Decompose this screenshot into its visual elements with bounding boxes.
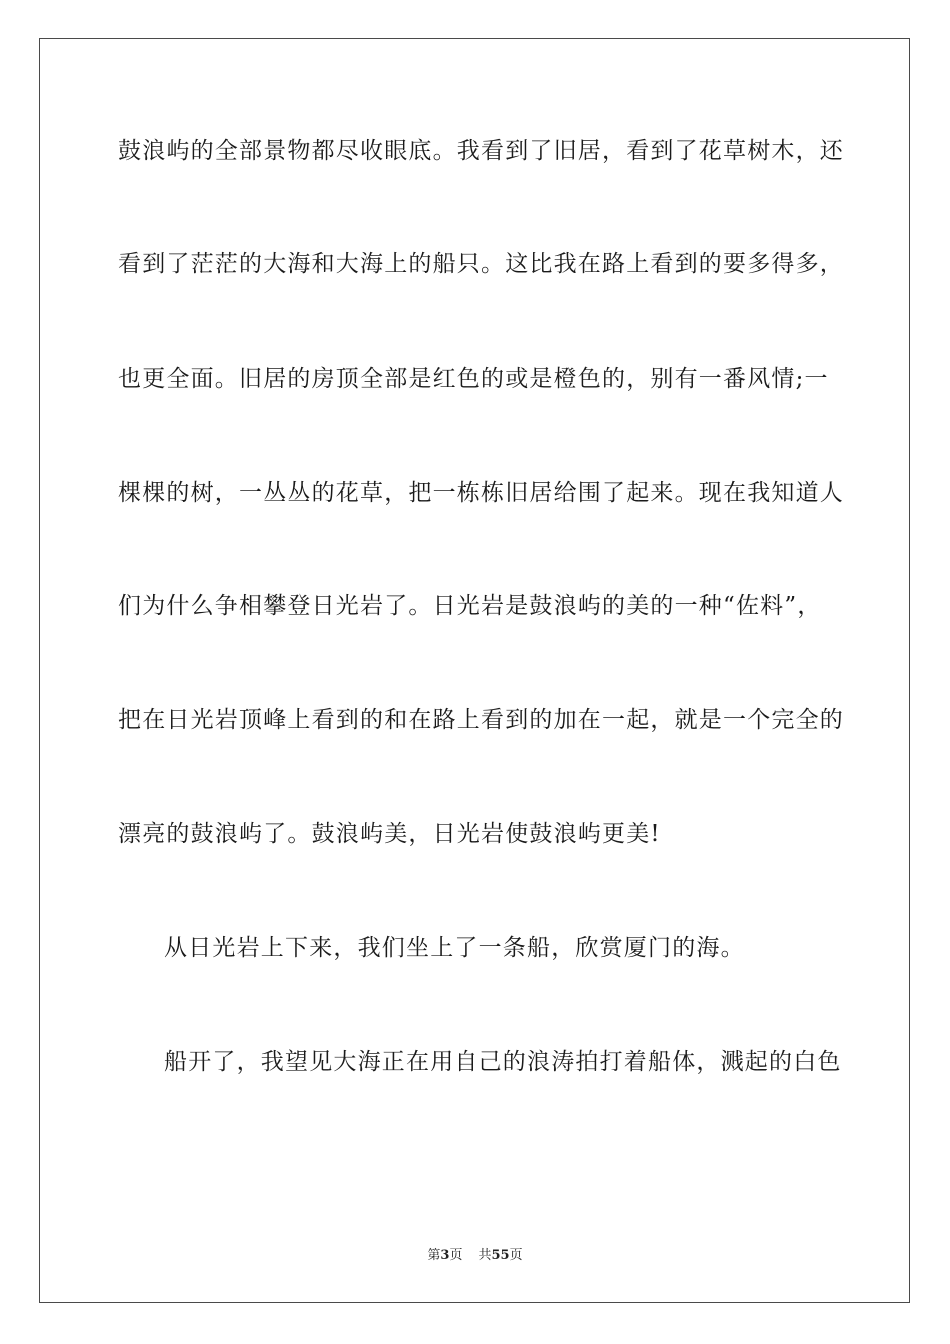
- page-prefix: 第: [427, 1248, 441, 1263]
- text-line-2: 看到了茫茫的大海和大海上的船只。这比我在路上看到的要多得多，: [118, 251, 844, 277]
- text-line-7: 漂亮的鼓浪屿了。鼓浪屿美，日光岩使鼓浪屿更美!: [118, 821, 661, 847]
- page-number: 3: [440, 1248, 450, 1263]
- page-suffix: 页: [449, 1248, 463, 1263]
- page-frame: [39, 38, 910, 1303]
- text-line-8: 从日光岩上下来，我们坐上了一条船，欣赏厦门的海。: [164, 935, 745, 961]
- text-line-9: 船开了，我望见大海正在用自己的浪涛拍打着船体，溅起的白色: [164, 1049, 842, 1075]
- text-line-4: 棵棵的树，一丛丛的花草，把一栋栋旧居给围了起来。现在我知道人: [118, 480, 844, 506]
- total-prefix: 共: [478, 1248, 492, 1263]
- text-line-5: 们为什么争相攀登日光岩了。日光岩是鼓浪屿的美的一种“佐料”，: [118, 593, 822, 619]
- total-pages: 55: [491, 1248, 510, 1263]
- total-suffix: 页: [509, 1248, 523, 1263]
- text-line-3: 也更全面。旧居的房顶全部是红色的或是橙色的，别有一番风情;一: [118, 366, 829, 392]
- page-footer: [0, 1248, 950, 1264]
- text-line-6: 把在日光岩顶峰上看到的和在路上看到的加在一起，就是一个完全的: [118, 707, 844, 733]
- text-line-1: 鼓浪屿的全部景物都尽收眼底。我看到了旧居，看到了花草树木，还: [118, 138, 844, 164]
